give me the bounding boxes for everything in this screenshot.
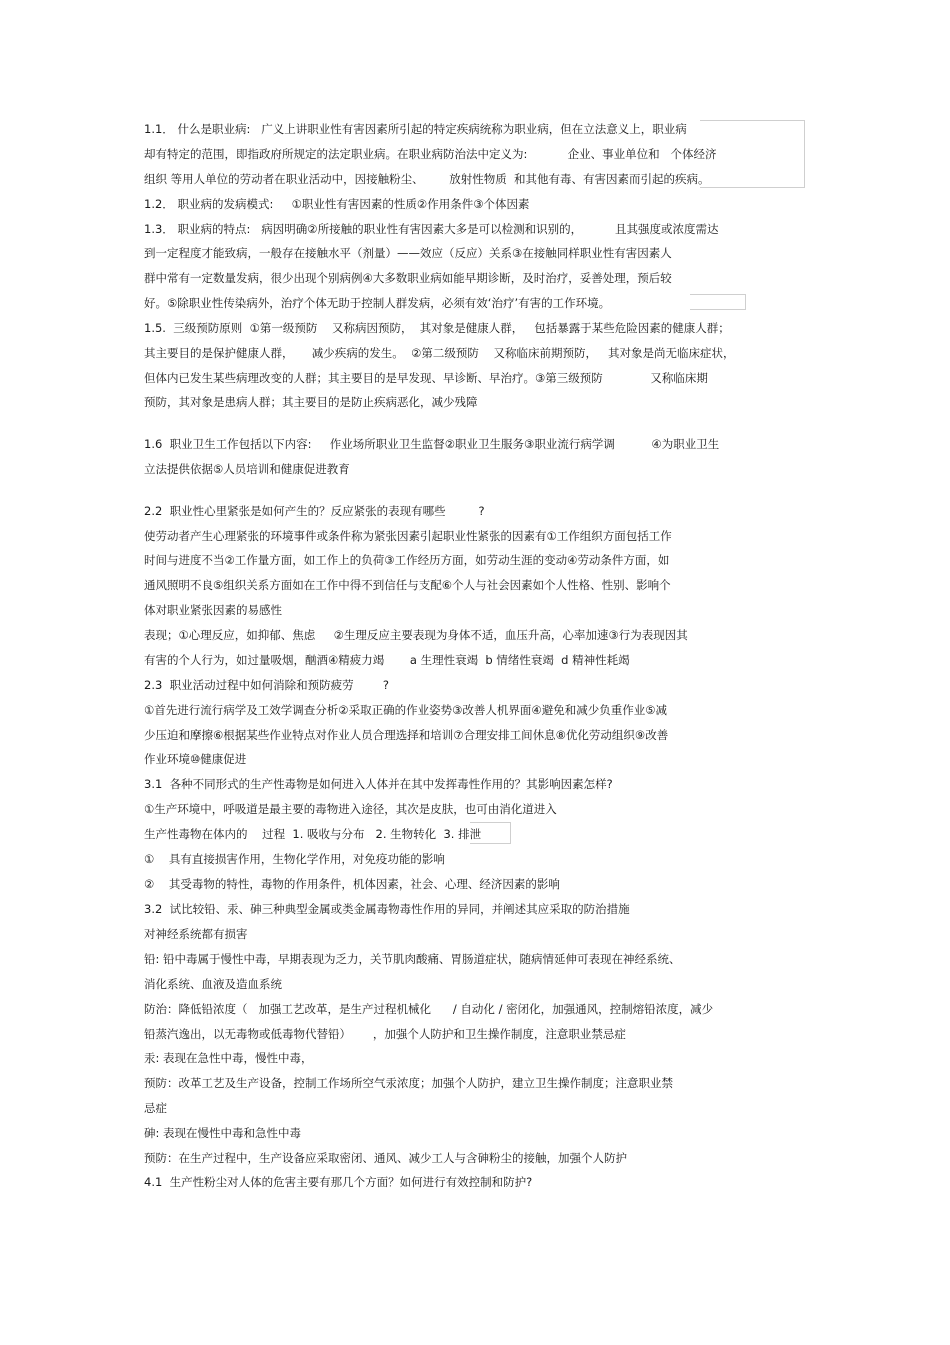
text-line: 体对职业紧张因素的易感性 xyxy=(144,603,282,617)
text-line: 1.6 职业卫生工作包括以下内容: 作业场所职业卫生监督②职业卫生服务③职业流行病学调 ④为职业卫生 xyxy=(144,437,720,451)
text-line: 却有特定的范围，即指政府所规定的法定职业病。在职业病防治法中定义为: 企业、事业单位和 个体经济 xyxy=(144,147,717,161)
text-line: 1.1． 什么是职业病: 广义上讲职业性有害因素所引起的特定疾病统称为职业病，但在立法意义上，职业病 xyxy=(144,122,687,136)
text-line: 3.2 试比较铅、汞、砷三种典型金属或类金属毒物毒性作用的异同，并阐述其应采取的防治措施 xyxy=(144,902,630,916)
text-line: 有害的个人行为，如过量吸烟，酗酒④精疲力竭 a 生理性衰竭 b 情绪性衰竭 d 精神性耗竭 xyxy=(144,653,630,667)
text-line: ① 具有直接损害作用，生物化学作用，对免疫功能的影响 xyxy=(144,852,445,866)
text-line: 3.1 各种不同形式的生产性毒物是如何进入人体并在其中发挥毒性作用的？其影响因素怎样? xyxy=(144,777,613,791)
text-line: 作业环境⑩健康促进 xyxy=(144,752,247,766)
text-line: 消化系统、血液及造血系统 xyxy=(144,977,282,991)
text-frame-2 xyxy=(690,294,746,310)
text-line: 表现；①心理反应，如抑郁、焦虑 ②生理反应主要表现为身体不适，血压升高，心率加速③行为表现因其 xyxy=(144,628,688,642)
text-line: 少压迫和摩擦⑥根据某些作业特点对作业人员合理选择和培训⑦合理安排工间休息⑧优化劳动组织⑨改善 xyxy=(144,728,669,742)
text-line: 但体内已发生某些病理改变的人群；其主要目的是早发现、早诊断、早治疗。③第三级预防 又称临床期 xyxy=(144,371,708,385)
text-line: 1.3． 职业病的特点: 病因明确②所接触的职业性有害因素大多是可以检测和识别的， 且其强度或浓度需达 xyxy=(144,222,719,236)
text-line: 对神经系统都有损害 xyxy=(144,927,248,941)
text-line: 立法提供依据⑤人员培训和健康促进教育 xyxy=(144,462,350,476)
text-line: 到一定程度才能致病，一般存在接触水平（剂量）——效应（反应）关系③在接触同样职业性有害因素人 xyxy=(144,246,672,260)
text-line: 1.5. 三级预防原则 ①第一级预防 又称病因预防， 其对象是健康人群， 包括暴露于某些危险因素的健康人群； xyxy=(144,321,730,335)
text-line: 4.1 生产性粉尘对人体的危害主要有那几个方面？如何进行有效控制和防护? xyxy=(144,1175,533,1189)
text-line: 2.2 职业性心里紧张是如何产生的？反应紧张的表现有哪些 ? xyxy=(144,504,485,518)
text-line: 生产性毒物在体内的 过程 1. 吸收与分布 2. 生物转化 3. 排泄 xyxy=(144,827,482,841)
text-line: 铅: 铅中毒属于慢性中毒，早期表现为乏力，关节肌肉酸痛、胃肠道症状，随病情延伸可表现在神经系统、 xyxy=(144,952,681,966)
text-line: 忌症 xyxy=(144,1101,167,1115)
text-line: 防治：降低铅浓度（ 加强工艺改革，是生产过程机械化 / 自动化 / 密闭化，加强通风，控制熔铅浓度，减少 xyxy=(144,1002,714,1016)
text-line: 预防：改革工艺及生产设备，控制工作场所空气汞浓度；加强个人防护，建立卫生操作制度；注意职业禁 xyxy=(144,1076,673,1090)
text-line: ② 其受毒物的特性，毒物的作用条件，机体因素，社会、心理、经济因素的影响 xyxy=(144,877,560,891)
text-line: 时间与进度不当②工作量方面，如工作上的负荷③工作经历方面，如劳动生涯的变动④劳动条件方面，如 xyxy=(144,553,670,567)
text-line: 汞: 表现在急性中毒，慢性中毒， xyxy=(144,1051,313,1065)
text-line: 群中常有一定数量发病，很少出现个别病例④大多数职业病如能早期诊断，及时治疗，妥善处理，预后较 xyxy=(144,271,672,285)
text-line: 2.3 职业活动过程中如何消除和预防疲劳 ? xyxy=(144,678,389,692)
text-line: 使劳动者产生心理紧张的环境事件或条件称为紧张因素引起职业性紧张的因素有①工作组织方面包括工作 xyxy=(144,529,672,543)
text-line: 其主要目的是保护健康人群， 减少疾病的发生。 ②第二级预防 又称临床前期预防， 其对象是尚无临床症状， xyxy=(144,346,735,360)
text-line: 预防：在生产过程中，生产设备应采取密闭、通风、减少工人与含砷粉尘的接触，加强个人防护 xyxy=(144,1151,627,1165)
text-line: ①首先进行流行病学及工效学调查分析②采取正确的作业姿势③改善人机界面④避免和减少负重作业⑤减 xyxy=(144,703,668,717)
text-line: 砷: 表现在慢性中毒和急性中毒 xyxy=(144,1126,302,1140)
text-line: 通风照明不良⑤组织关系方面如在工作中得不到信任与支配⑥个人与社会因素如个人性格、性别、影响个 xyxy=(144,578,671,592)
text-line: 1.2． 职业病的发病模式: ①职业性有害因素的性质②作用条件③个体因素 xyxy=(144,197,530,211)
text-line: 铅蒸汽逸出，以无毒物或低毒物代替铅） ，加强个人防护和卫生操作制度，注意职业禁忌症 xyxy=(144,1027,626,1041)
text-line: ①生产环境中，呼吸道是最主要的毒物进入途径，其次是皮肤，也可由消化道进入 xyxy=(144,802,557,816)
text-line: 组织 等用人单位的劳动者在职业活动中，因接触粉尘、 放射性物质 和其他有毒、有害因素而引起的疾病。 xyxy=(144,172,710,186)
text-line: 预防，其对象是患病人群；其主要目的是防止疾病恶化，减少残障 xyxy=(144,395,478,409)
text-line: 好。⑤除职业性传染病外，治疗个体无助于控制人群发病，必须有效‘治疗’有害的工作环境。 xyxy=(144,296,611,310)
